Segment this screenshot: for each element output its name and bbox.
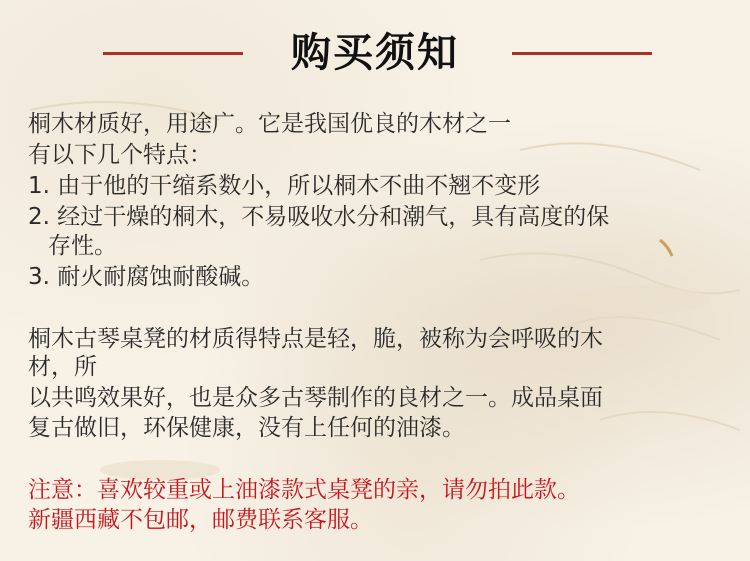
intro-line-1: 桐木材质好，用途广。它是我国优良的木材之一 [28,111,511,137]
feature-item-1 [28,172,540,200]
feature-marker: 1. [28,173,50,199]
page-title: 购买须知 [291,30,459,76]
feature-item-2 [28,203,609,231]
description-line-4: 复古做旧，环保健康，没有上任何的油漆。 [28,415,465,441]
feature-text: 经过干燥的桐木，不易吸收水分和潮气，具有高度的保 [57,204,610,230]
description-line-2: 材，所 [28,354,97,380]
notice-line-2: 新疆西藏不包邮，邮费联系客服。 [28,507,373,533]
feature-marker: 3. [28,264,50,290]
feature-item-2-continuation: 存性。 [48,233,117,259]
title-divider-right [512,52,652,55]
feature-text: 耐火耐腐蚀耐酸碱。 [57,264,265,290]
title-row [0,28,750,88]
notice-line-1: 注意：喜欢较重或上油漆款式桌凳的亲，请勿拍此款。 [28,477,580,503]
feature-item-3 [28,263,264,291]
feature-text: 由于他的干缩系数小，所以桐木不曲不翘不变形 [57,173,541,199]
description-line-3: 以共鸣效果好，也是众多古琴制作的良材之一。成品桌面 [28,385,603,411]
intro-line-2: 有以下几个特点： [28,142,212,168]
feature-marker: 2. [28,204,50,230]
description-line-1: 桐木古琴桌凳的材质得特点是轻，脆，被称为会呼吸的木 [28,326,603,352]
